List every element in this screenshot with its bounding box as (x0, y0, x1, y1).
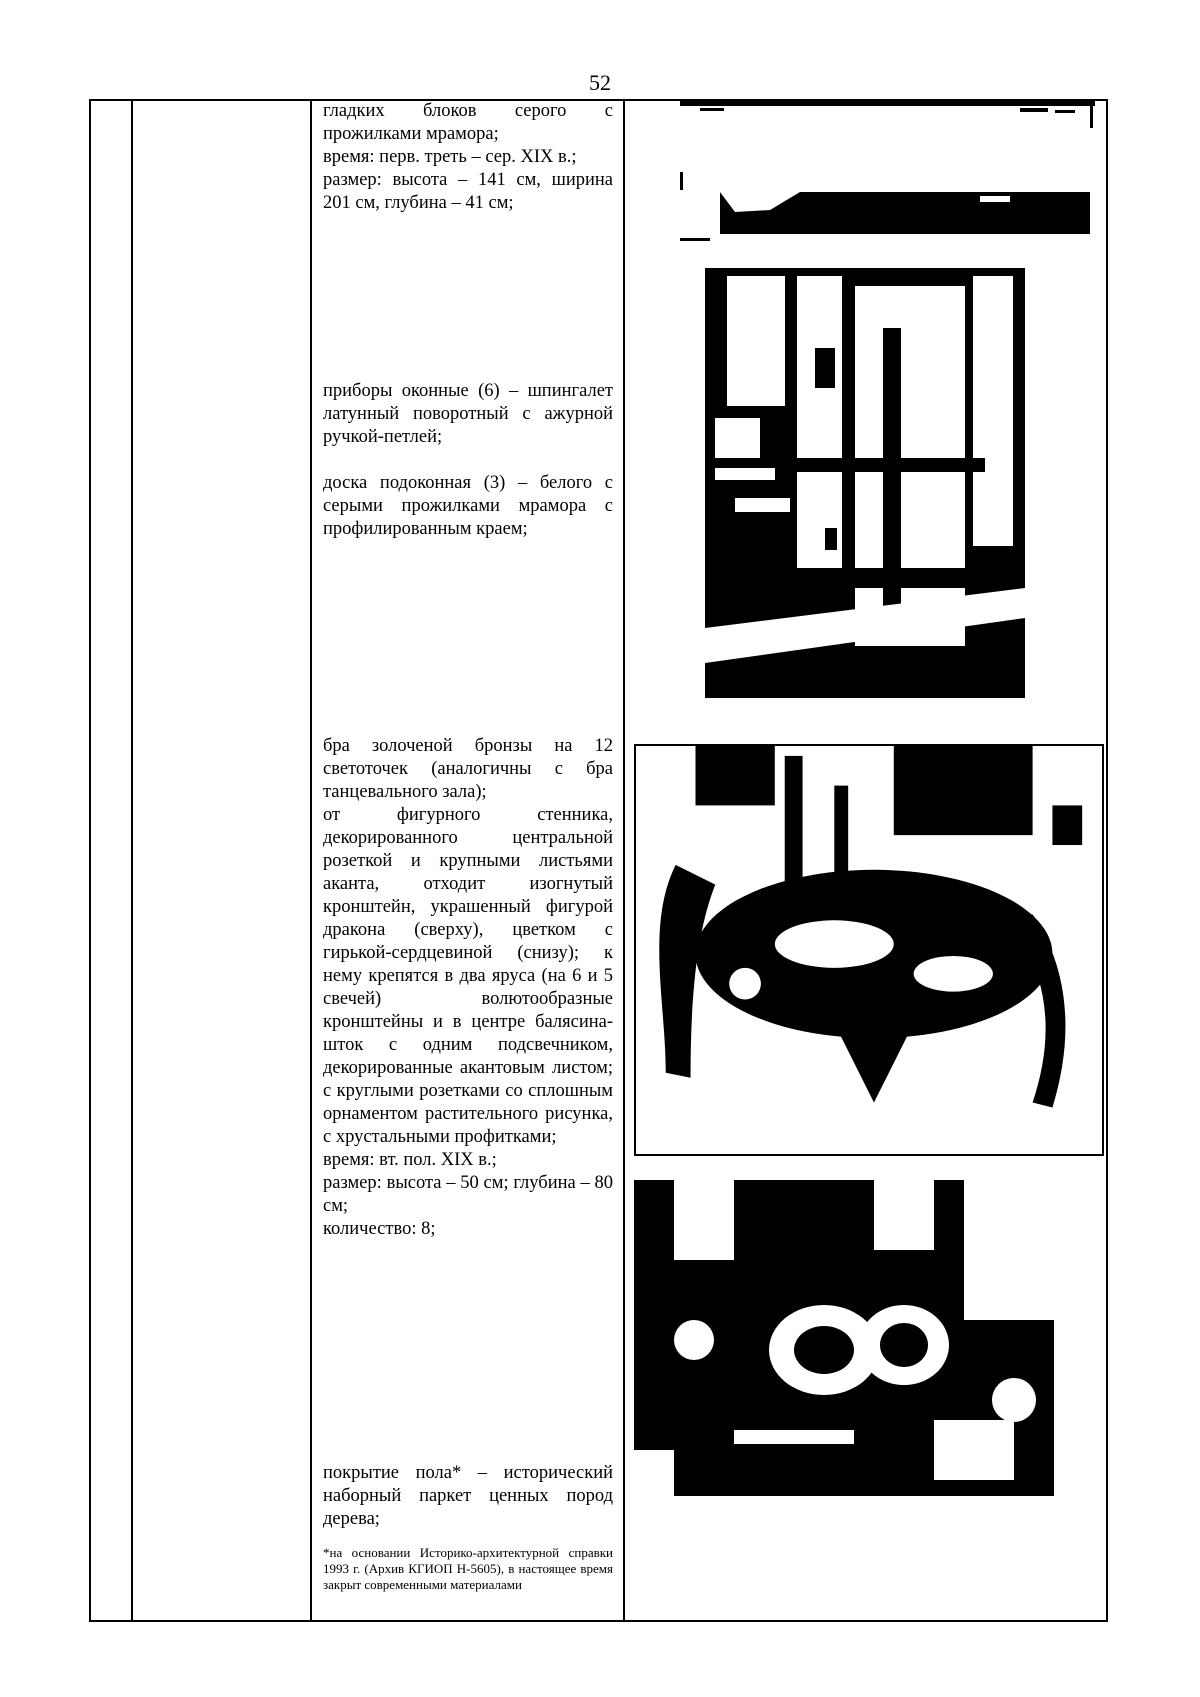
window-sill-entry: доска подоконная (3) – белого с серыми прожилками мрамора с профилированным краем; (323, 473, 613, 539)
sconce-detail-photo (634, 1180, 1054, 1496)
column-divider-3 (623, 99, 625, 1622)
sconce-photo (634, 744, 1104, 1156)
fireplace-photo (680, 100, 1095, 245)
column-divider-2 (310, 99, 312, 1622)
footnote: *на основании Историко-архитектурной справки 1993 г. (Архив КГИОП Н-5605), в настоящее время закрыт современными материалами (323, 1545, 613, 1592)
page-number: 52 (589, 70, 611, 95)
window-fittings-entry: приборы оконные (6) – шпингалет латунный поворотный с ажурной ручкой-петлей; (323, 381, 613, 447)
column-divider-1 (131, 99, 133, 1622)
marble-description-end: гладких блоков серого с прожилками мрамора; время: перв. треть – сер. XIX в.; размер: высота – 141 см, ширина 201 см, глубина – 41 см; (323, 101, 613, 213)
floor-entry: покрытие пола* – исторический наборный паркет ценных пород дерева; (323, 1463, 613, 1529)
sconce-entry: бра золоченой бронзы на 12 светоточек (аналогичны с бра танцевального зала); от фигурного стенника, декорированного центральной розеткой и крупными листьями аканта, отходит изогнутый кронштейн, украшенный фигурой дракона (сверху), цветком с гирькой-сердцевиной (снизу); к нему крепятся в два яруса (на 6 и 5 свечей) волютообразные кронштейны и в центре балясина-шток с одним подсвечником, декорированные акантовым листом; с круглыми розетками со сплошным орнаментом растительного рисунка, с хрустальными профитками; время: вт. пол. XIX в.; размер: высота – 50 см; глубина – 80 см; количество: 8; (323, 736, 613, 1239)
window-photo (705, 268, 1025, 698)
